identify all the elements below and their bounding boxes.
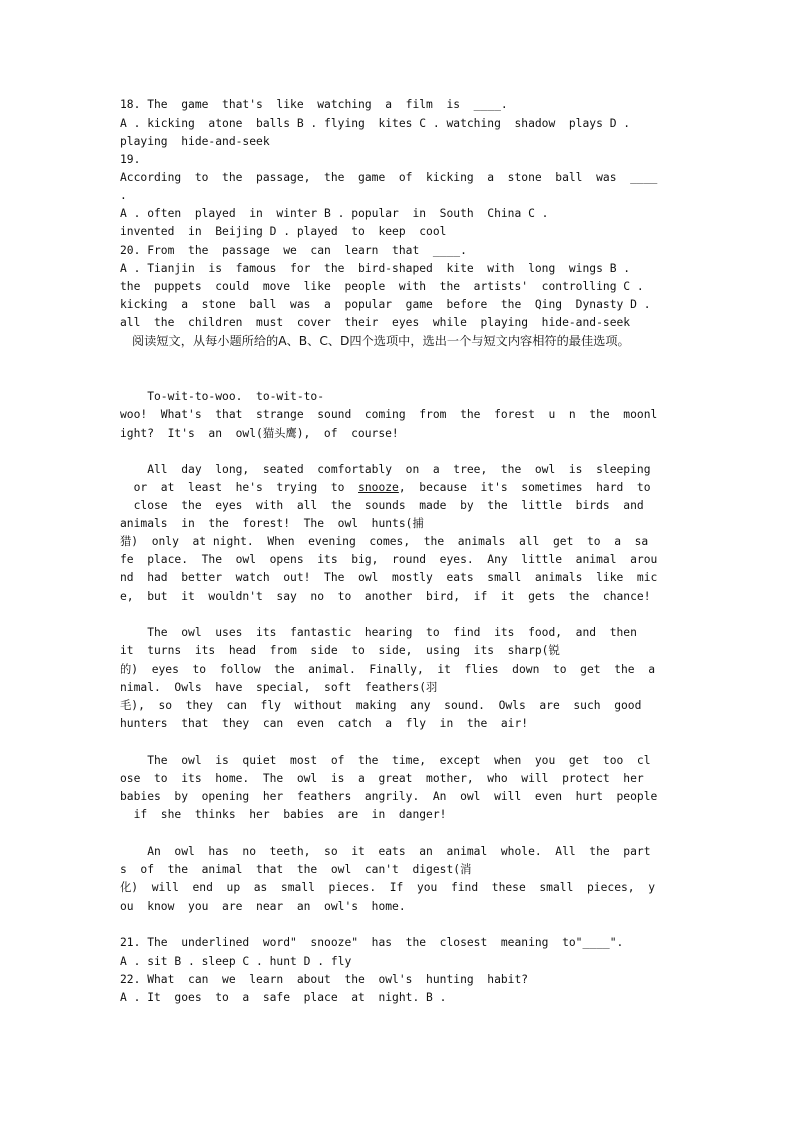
passage-p5-line2: s of the animal that the owl can't digest(消 [120, 863, 472, 876]
passage-p5-line4: ou know you are near an owl's home. [120, 900, 406, 913]
passage-p3-line3: 的) eyes to follow the animal. Finally, it flies down to get the a [120, 663, 655, 676]
passage-p4-line3: babies by opening her feathers angrily. An owl will even hurt people [120, 790, 658, 803]
question-19-options: A . often played in winter B . popular in South China C . [120, 207, 549, 220]
passage-p2-line1: All day long, seated comfortably on a tree, the owl is sleeping [120, 463, 651, 476]
passage-p3-line1: The owl uses its fantastic hearing to find its food, and then [120, 626, 637, 639]
passage-p4-line4: if she thinks her babies are in danger! [120, 808, 447, 821]
question-22-stem: 22. What can we learn about the owl's hunting habit? [120, 973, 529, 986]
question-19-stem: According to the passage, the game of kicking a stone ball was ____ [120, 171, 658, 184]
question-20-option-c: kicking a stone ball was a popular game before the Qing Dynasty D . [120, 298, 651, 311]
section-instruction: 阅读短文，从每小题所给的A、B、C、D四个选项中，选出一个与短文内容相符的最佳选项。 [132, 334, 630, 348]
question-18-options-cont: playing hide-and-seek [120, 135, 270, 148]
passage-p2-line2: or at least he's trying to snooze, because it's sometimes hard to [120, 481, 651, 494]
passage-p2-line6: fe place. The owl opens its big, round eyes. Any little animal arou [120, 553, 658, 566]
question-20-stem: 20. From the passage we can learn that ____. [120, 244, 467, 257]
question-19-options-cont: invented in Beijing D . played to keep cool [120, 225, 447, 238]
passage-p5-line1: An owl has no teeth, so it eats an animal whole. All the part [120, 845, 651, 858]
question-20-option-b: the puppets could move like people with the artists' controlling C . [120, 280, 644, 293]
passage-p5-line3: 化) will end up as small pieces. If you find these small pieces, y [120, 881, 655, 894]
underlined-word-snooze: snooze [358, 481, 399, 494]
passage-p1-line1: To-wit-to-woo. to-wit-to- [120, 390, 325, 403]
question-20-option-d: all the children must cover their eyes while playing hide-and-seek [120, 316, 631, 329]
passage-p2-line3: close the eyes with all the sounds made by the little birds and [120, 499, 644, 512]
passage-p1-line2: woo! What's that strange sound coming from the forest u n the moonl [120, 408, 658, 421]
question-21-options: A . sit B . sleep C . hunt D . fly [120, 955, 352, 968]
passage-p2-line8: e, but it wouldn't say no to another bird, if it gets the chance! [120, 590, 651, 603]
question-19-stem-end: . [120, 189, 127, 202]
question-22-options: A . It goes to a safe place at night. B . [120, 991, 447, 1004]
passage-p1-line3: ight? It's an owl(猫头鹰), of course! [120, 427, 399, 440]
passage-p3-line5: 毛), so they can fly without making any sound. Owls are such good [120, 699, 642, 712]
question-21-stem: 21. The underlined word" snooze" has the closest meaning to"____". [120, 936, 624, 949]
passage-p4-line1: The owl is quiet most of the time, except when you get too cl [120, 754, 651, 767]
passage-p4-line2: ose to its home. The owl is a great mother, who will protect her [120, 772, 644, 785]
passage-p2-line4: animals in the forest! The owl hunts(捕 [120, 517, 424, 530]
passage-p3-line2: it turns its head from side to side, using its sharp(锐 [120, 644, 560, 657]
passage-p3-line6: hunters that they can even catch a fly in the air! [120, 717, 529, 730]
passage-p3-line4: nimal. Owls have special, soft feathers(羽 [120, 681, 438, 694]
passage-p2-line5: 猎) only at night. When evening comes, the animals all get to a sa [120, 535, 649, 548]
question-20-option-a: A . Tianjin is famous for the bird-shaped kite with long wings B . [120, 262, 631, 275]
passage-p2-line7: nd had better watch out! The owl mostly eats small animals like mic [120, 571, 658, 584]
question-19-number: 19. [120, 153, 141, 166]
question-18-stem: 18. The game that's like watching a film is ____. [120, 98, 508, 111]
question-18-options: A . kicking atone balls B . flying kites C . watching shadow plays D . [120, 117, 631, 130]
